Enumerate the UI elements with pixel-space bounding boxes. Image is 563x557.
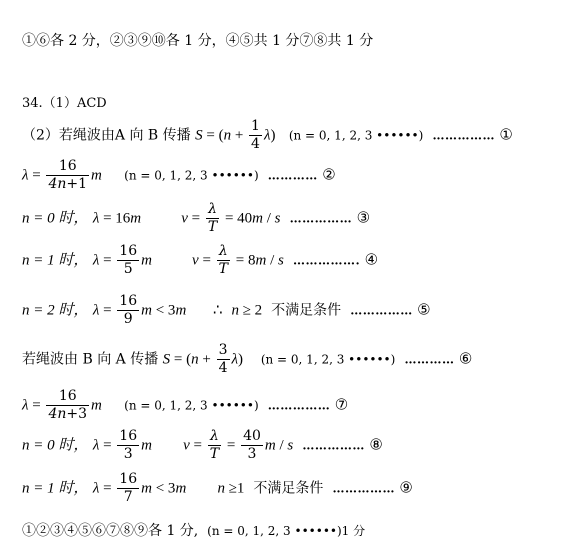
not-satisfied-2: 不满足条件 [253, 480, 324, 497]
n0-label: n = 0 时， [22, 210, 89, 227]
n2-label: n = 2 时， [22, 302, 89, 319]
scoring-note-1: ①⑥各 2 分，②③⑨⑩各 1 分，④⑤共 1 分⑦⑧共 1 分 [22, 33, 374, 49]
answer-34-part1: 34.（1）ACD [22, 96, 107, 111]
line-ba-propagation: 若绳波由 B 向 A 传播 S = (n + $\frac{3}{4}$ λ) (n = 0, 1, 2, 3 ••••••) ………… ⑥ [22, 342, 473, 376]
line-lambda-ab: λ = $\frac{16}{4n+1}$ m (n = 0, 1, 2, 3 ••••••) ………… ② [22, 158, 336, 192]
range-5: (n = 0, 1, 2, 3 ••••••)1 分 [207, 524, 366, 538]
ba-intro: 若绳波由 B 向 A 传播 [22, 351, 159, 368]
n1-label-ba: n = 1 时， [22, 480, 89, 497]
not-satisfied-1: 不满足条件 [271, 302, 342, 319]
ab-intro: （2）若绳波由A 向 B 传播 [22, 127, 191, 144]
line-n2-ab: n = 2 时， λ = $\frac{16}{9}$ m < 3m ∴ n ≥ 2 不满足条件 …………… ⑤ [22, 293, 431, 327]
scoring-note-2 [22, 520, 365, 540]
line-n0-ba: n = 0 时， λ = $\frac{16}{3}$ m v = $\frac{\lambda}{T}$ = $\frac{40}{3}$ m / s …………… ⑧ [22, 428, 383, 462]
mark-6: ⑥ [458, 349, 473, 368]
range-4: (n = 0, 1, 2, 3 ••••••) [124, 398, 259, 413]
mark-2: ② [322, 165, 336, 184]
mark-5: ⑤ [417, 300, 431, 319]
range-2: (n = 0, 1, 2, 3 ••••••) [124, 168, 259, 183]
line-n1-ab: n = 1 时， λ = $\frac{16}{5}$ m v = $\frac{\lambda}{T}$ = 8m / s ……………. ④ [22, 243, 379, 277]
n1-label: n = 1 时， [22, 252, 89, 269]
mark-7: ⑦ [334, 395, 349, 414]
mark-1: ① [499, 125, 513, 144]
range-1: (n = 0, 1, 2, 3 ••••••) [288, 128, 424, 143]
line-lambda-ba: λ = $\frac{16}{4n+3}$ m (n = 0, 1, 2, 3 ••••••) …………… ⑦ [22, 388, 349, 422]
n0-label-ba: n = 0 时， [22, 437, 89, 454]
mark-9: ⑨ [399, 478, 413, 497]
mark-4: ④ [364, 250, 379, 269]
scoring-note-2-main: ①②③④⑤⑥⑦⑧⑨各 1 分, [22, 523, 199, 539]
line-n1-ba: n = 1 时， λ = $\frac{16}{7}$ m < 3m n ≥1 不满足条件 …………… ⑨ [22, 471, 413, 505]
mark-3: ③ [356, 208, 371, 227]
line-ab-propagation: （2）若绳波由A 向 B 传播 S = (n + $\frac{1}{4}$ λ) (n = 0, 1, 2, 3 ••••••) …………… ① [22, 118, 513, 152]
range-3: (n = 0, 1, 2, 3 ••••••) [260, 352, 396, 367]
mark-8: ⑧ [369, 435, 383, 454]
line-n0-ab: n = 0 时， λ = 16m v = $\frac{\lambda}{T}$ = 40m / s …………… ③ [22, 201, 371, 235]
